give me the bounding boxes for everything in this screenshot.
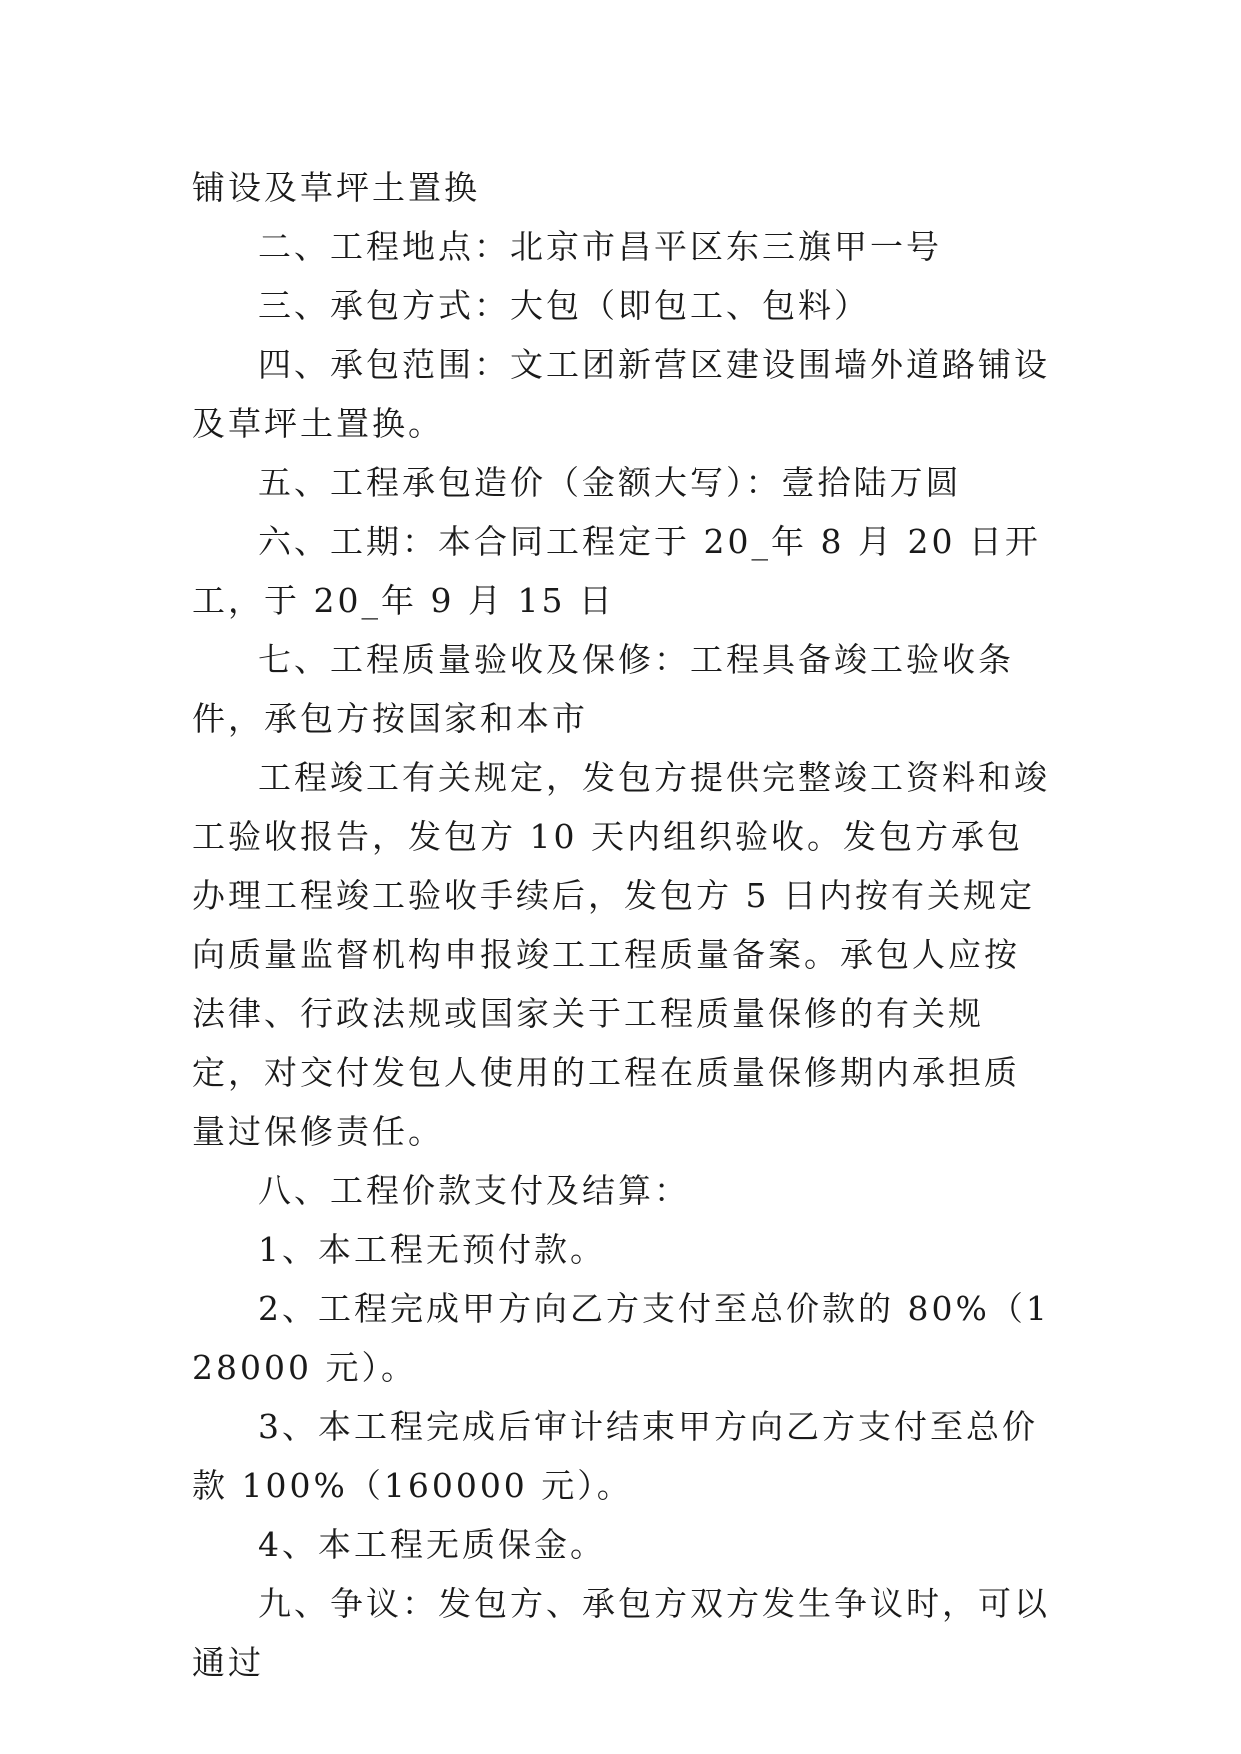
paragraph-contract-method: 三、承包方式：大包（即包工、包料） xyxy=(258,286,870,325)
paragraph-continuation: 铺设及草坪土置换 xyxy=(192,168,480,207)
paragraph-dispute: 九、争议：发包方、承包方双方发生争议时，可以通过 xyxy=(192,1584,1050,1682)
paragraph-payment-item-4: 4、本工程无质保金。 xyxy=(258,1525,606,1564)
paragraph-payment-item-2: 2、工程完成甲方向乙方支付至总价款的 80%（128000 元）。 xyxy=(192,1289,1050,1387)
paragraph-payment-item-1: 1、本工程无预付款。 xyxy=(258,1230,606,1269)
paragraph-quality-acceptance: 七、工程质量验收及保修：工程具备竣工验收条件，承包方按国家和本市 xyxy=(192,640,1014,738)
paragraph-contract-price: 五、工程承包造价（金额大写）：壹拾陆万圆 xyxy=(258,463,962,502)
paragraph-acceptance-details: 工程竣工有关规定，发包方提供完整竣工资料和竣工验收报告，发包方 10 天内组织验收。发包方承包办理工程竣工验收手续后，发包方 5 日内按有关规定向质量监督机构申报竣工工程质量备案。承包人应按法律、行政法规或国家关于工程质量保修的有关规定，对交付发包人使用的工程在质量保修期内承担质量过保修责任。 xyxy=(192,758,1050,1151)
document-body xyxy=(192,158,1052,1692)
paragraph-payment-heading: 八、工程价款支付及结算： xyxy=(258,1171,690,1210)
paragraph-project-location: 二、工程地点：北京市昌平区东三旗甲一号 xyxy=(258,227,942,266)
paragraph-payment-item-3: 3、本工程完成后审计结束甲方向乙方支付至总价款 100%（160000 元）。 xyxy=(192,1407,1038,1505)
paragraph-contract-scope: 四、承包范围：文工团新营区建设围墙外道路铺设及草坪土置换。 xyxy=(192,345,1050,443)
paragraph-construction-period: 六、工期：本合同工程定于 20_年 8 月 20 日开工，于 20_年 9 月 15 日 xyxy=(192,522,1041,620)
